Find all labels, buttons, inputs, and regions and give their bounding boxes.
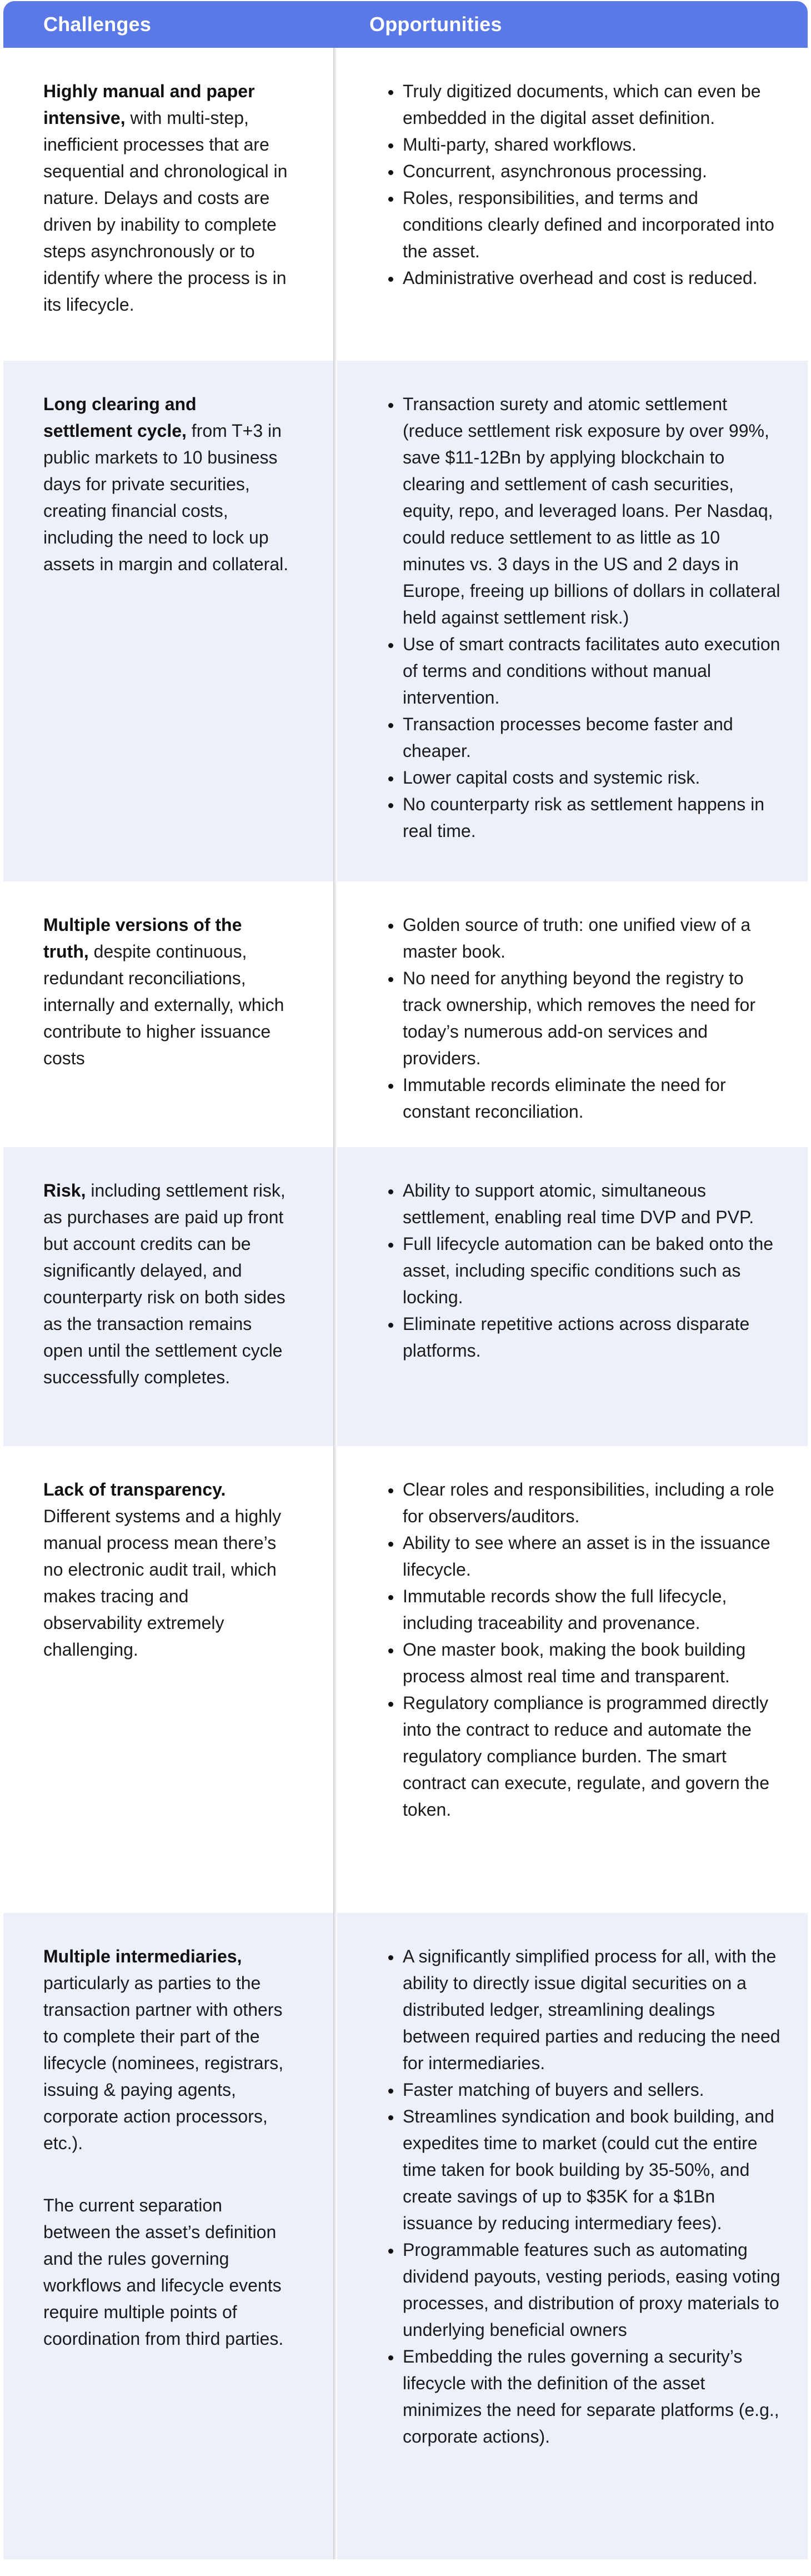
list-item: • Programmable features such as automating dividend payouts, vesting periods, easing voting processes, and distribution of proxy materials to underlying beneficial owners <box>402 2236 783 2343</box>
column-divider <box>333 361 337 881</box>
list-item: • A significantly simplified process for all, with the ability to directly issue digital securities on a distributed ledger, streamlining dealings between required parties and reducing the need for intermediaries. <box>402 1943 783 2076</box>
challenge-text <box>43 911 290 1072</box>
table-row <box>3 881 808 1147</box>
list-item: • One master book, making the book building process almost real time and transparent. <box>402 1636 783 1690</box>
opportunities-list <box>337 911 783 1125</box>
challenge-rest: Different systems and a highly manual process mean there’s no electronic audit trail, which makes tracing and observability extremely challenging. <box>43 1506 282 1660</box>
challenge-cell <box>3 48 333 361</box>
list-item: • Golden source of truth: one unified view of a master book. <box>402 911 783 965</box>
list-item: • Transaction surety and atomic settlement (reduce settlement risk exposure by over 99%, save $11-12Bn by applying blockchain to clearing and settlement of cash securities, equity, repo, and leveraged loans. Per Nasdaq, could reduce settlement to as little as 10 minutes vs. 3 days in the US and 2 days in Europe, freeing up billions of dollars in collateral held against settlement risk.) <box>402 391 783 631</box>
table-row <box>3 1147 808 1446</box>
opportunities-header-label: Opportunities <box>369 13 502 36</box>
challenge-text <box>43 78 290 318</box>
list-item: • Truly digitized documents, which can even be embedded in the digital asset definition. <box>402 78 783 131</box>
challenge-cell <box>3 1913 333 2559</box>
list-item: • Multi-party, shared workflows. <box>402 131 783 158</box>
list-item: • Roles, responsibilities, and terms and conditions clearly defined and incorporated into the asset. <box>402 185 783 265</box>
list-item: • Ability to see where an asset is in the issuance lifecycle. <box>402 1529 783 1583</box>
column-divider <box>333 1446 337 1913</box>
list-item: • Immutable records show the full lifecycle, including traceability and provenance. <box>402 1583 783 1636</box>
challenge-rest: particularly as parties to the transaction partner with others to complete their part of the lifecycle (nominees, registrars, issuing & paying agents, corporate action processors, etc.). <box>43 1973 284 2153</box>
challenge-rest: despite continuous, redundant reconciliations, internally and externally, which contribute to higher issuance costs <box>43 941 284 1068</box>
opportunities-list <box>337 1476 783 1823</box>
opportunities-list <box>337 1943 783 2450</box>
list-item: • Administrative overhead and cost is reduced. <box>402 265 783 291</box>
opportunities-list <box>337 78 783 291</box>
opportunities-cell <box>337 1147 808 1446</box>
list-item: • Embedding the rules governing a security’s lifecycle with the definition of the asset minimizes the need for separate platforms (e.g., corporate actions). <box>402 2343 783 2450</box>
opportunities-cell <box>337 1913 808 2559</box>
table-header <box>3 1 808 48</box>
table-row <box>3 361 808 881</box>
challenge-cell <box>3 1446 333 1913</box>
opportunities-cell <box>337 1446 808 1913</box>
challenge-lead: Risk, <box>43 1180 86 1200</box>
column-divider <box>333 48 337 361</box>
challenge-lead: Multiple versions of the truth, <box>43 915 242 961</box>
challenge-lead: Long clearing and settlement cycle, <box>43 394 197 441</box>
list-item: • Ability to support atomic, simultaneous settlement, enabling real time DVP and PVP. <box>402 1177 783 1230</box>
opportunities-list <box>337 391 783 844</box>
column-divider <box>333 1913 337 2559</box>
challenge-text <box>43 1177 290 1391</box>
table-row <box>3 48 808 361</box>
challenge-text <box>43 1476 290 1663</box>
opportunities-cell <box>337 881 808 1147</box>
header-cell-opportunities <box>337 13 808 36</box>
opportunities-cell <box>337 48 808 361</box>
list-item: • Use of smart contracts facilitates auto execution of terms and conditions without manual intervention. <box>402 631 783 711</box>
opportunities-cell <box>337 361 808 881</box>
list-item: • Eliminate repetitive actions across disparate platforms. <box>402 1311 783 1364</box>
list-item: • Faster matching of buyers and sellers. <box>402 2076 783 2103</box>
challenge-rest: with multi-step, inefficient processes that are sequential and chronological in nature. Delays and costs are driven by inability to complete steps asynchronously or to identify where the process is in its lifecycle. <box>43 108 288 315</box>
challenge-cell <box>3 1147 333 1446</box>
challenge-rest: from T+3 in public markets to 10 business days for private securities, creating financial costs, including the need to lock up assets in margin and collateral. <box>43 421 289 574</box>
table-row <box>3 1913 808 2559</box>
list-item: • Full lifecycle automation can be baked onto the asset, including specific conditions such as locking. <box>402 1230 783 1311</box>
list-item: • No need for anything beyond the registry to track ownership, which removes the need for today’s numerous add-on services and providers. <box>402 965 783 1072</box>
list-item: • No counterparty risk as settlement happens in real time. <box>402 791 783 844</box>
challenge-cell <box>3 361 333 881</box>
list-item: • Lower capital costs and systemic risk. <box>402 764 783 791</box>
challenge-text <box>43 1943 290 2156</box>
challenge-text <box>43 391 290 577</box>
list-item: • Streamlines syndication and book building, and expedites time to market (could cut the entire time taken for book building by 35-50%, and create savings of up to $35K for a $1Bn issuance by reducing intermediary fees). <box>402 2103 783 2236</box>
challenge-lead: Lack of transparency. <box>43 1479 226 1499</box>
challenge-rest: including settlement risk, as purchases are paid up front but account credits can be significantly delayed, and counterparty risk on both sides as the transaction remains open until the settlement cycle successfully completes. <box>43 1180 286 1387</box>
list-item: • Clear roles and responsibilities, including a role for observers/auditors. <box>402 1476 783 1529</box>
list-item: • Transaction processes become faster and cheaper. <box>402 711 783 764</box>
challenge-cell <box>3 881 333 1147</box>
challenge-lead: Highly manual and paper intensive, <box>43 81 255 128</box>
column-divider <box>333 1147 337 1446</box>
opportunities-list <box>337 1177 783 1364</box>
challenges-header-label: Challenges <box>43 13 152 36</box>
column-divider <box>333 881 337 1147</box>
list-item: • Regulatory compliance is programmed directly into the contract to reduce and automate the regulatory compliance burden. The smart contract can execute, regulate, and govern the token. <box>402 1690 783 1823</box>
list-item: • Immutable records eliminate the need for constant reconciliation. <box>402 1072 783 1125</box>
table-row <box>3 1446 808 1913</box>
header-cell-challenges <box>3 13 333 36</box>
challenge-text-secondary: The current separation between the asset’s definition and the rules governing workflows and lifecycle events require multiple points of coordination from third parties. <box>43 2195 284 2349</box>
list-item: • Concurrent, asynchronous processing. <box>402 158 783 185</box>
challenge-lead: Multiple intermediaries, <box>43 1946 242 1966</box>
